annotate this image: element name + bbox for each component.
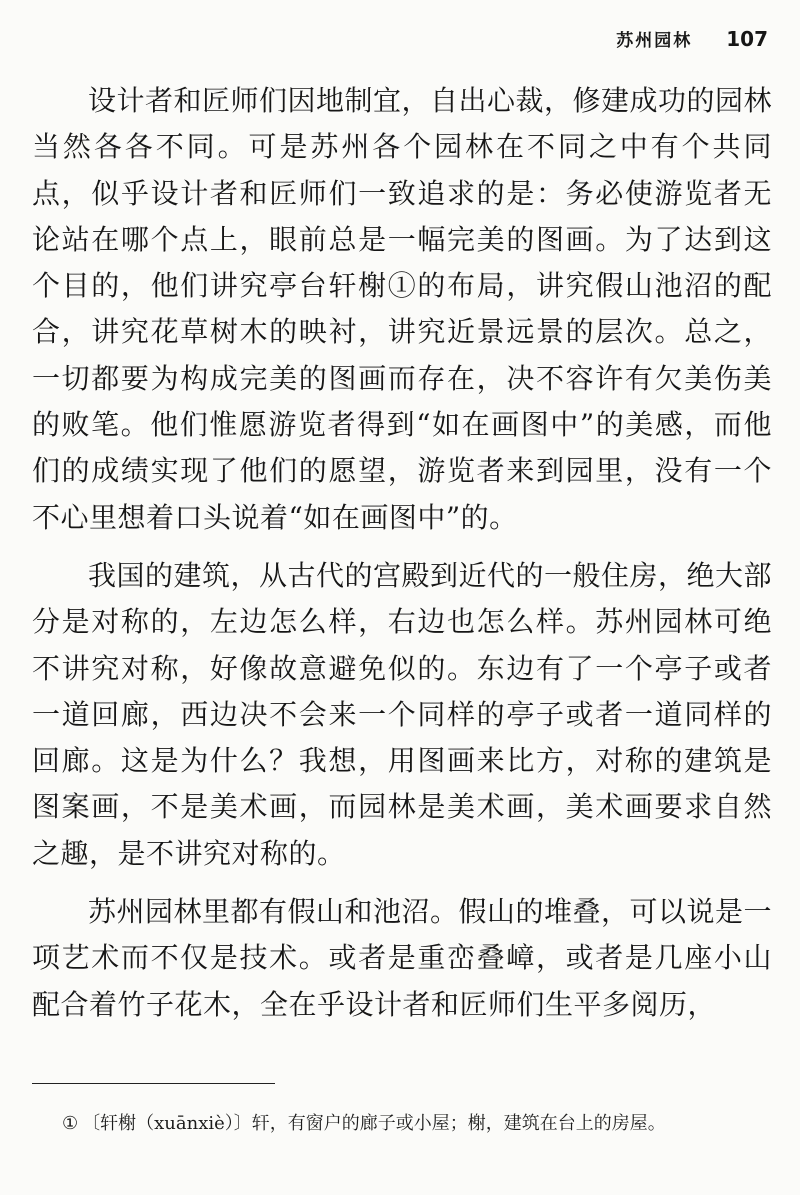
body-text [32, 78, 772, 1040]
paragraph-2: 我国的建筑，从古代的宫殿到近代的一般住房，绝大部分是对称的，左边怎么样，右边也怎么样。苏州园林可绝不讲究对称，好像故意避免似的。东边有了一个亭子或者一道回廊，西边决不会来一个同样的亭子或者一道同样的回廊。这是为什么？我想，用图画来比方，对称的建筑是图案画，不是美术画，而园林是美术画，美术画要求自然之趣，是不讲究对称的。 [32, 558, 773, 870]
paragraph-1: 设计者和匠师们因地制宜，自出心裁，修建成功的园林当然各各不同。可是苏州各个园林在不同之中有个共同点，似乎设计者和匠师们一致追求的是：务必使游览者无论站在哪个点上，眼前总是一幅完美的图画。为了达到这个目的，他们讲究亭台轩榭①的布局，讲究假山池沼的配合，讲究花草树木的映衬，讲究近景远景的层次。总之，一切都要为构成完美的图画而存在，决不容许有欠美伤美的败笔。他们惟愿游览者得到“如在画图中”的美感，而他们的成绩实现了他们的愿望，游览者来到园里，没有一个不心里想着口头说着“如在画图中”的。 [32, 84, 773, 534]
page-number: 107 [726, 27, 768, 51]
running-header [616, 26, 768, 51]
footnote-text: 〔轩榭（xuānxiè）〕轩，有窗户的廊子或小屋；榭，建筑在台上的房屋。 [82, 1113, 666, 1134]
footnote-divider [32, 1083, 275, 1084]
footnote-marker: ① [62, 1113, 79, 1134]
footnote [62, 1105, 774, 1143]
paragraph-3: 苏州园林里都有假山和池沼。假山的堆叠，可以说是一项艺术而不仅是技术。或者是重峦叠嶂，或者是几座小山配合着竹子花木，全在乎设计者和匠师们生平多阅历， [32, 895, 773, 1021]
running-title: 苏州园林 [616, 31, 693, 51]
